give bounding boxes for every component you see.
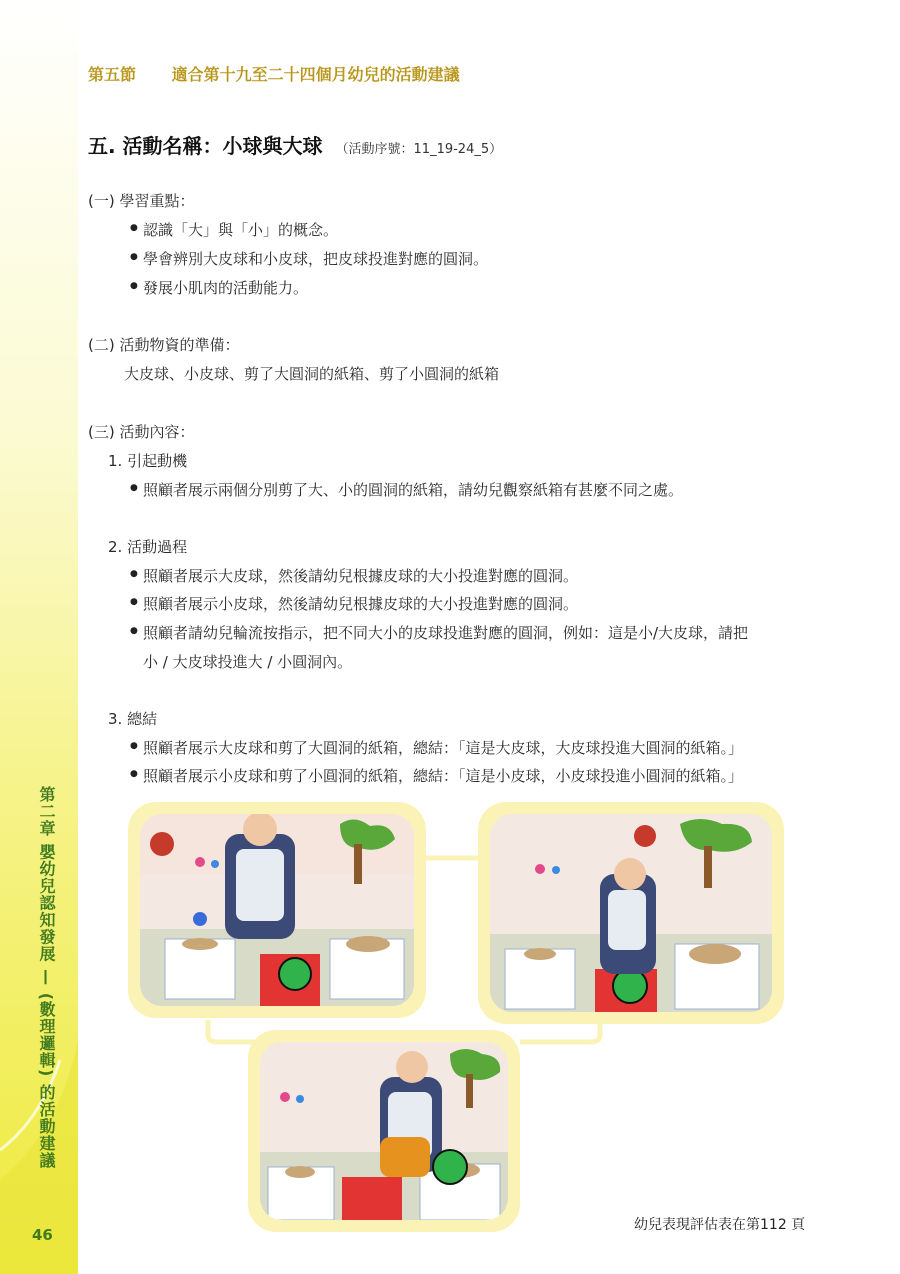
learning-item: ● 學會辨別大皮球和小皮球，把皮球投進對應的圓洞。 [143,248,488,269]
section-title: 適合第十九至二十四個月幼兒的活動建議 [171,65,460,84]
step3-title: 3. 總結 [108,710,158,728]
section-header [88,62,460,85]
activity-photo-2 [478,802,784,1024]
materials-heading: (二) 活動物資的準備： [88,336,240,354]
step3-item: ● 照顧者展示小皮球和剪了小圓洞的紙箱，總結：「這是小皮球，小皮球投進小圓洞的紙箱。」 [143,765,743,786]
assessment-reference-note: 幼兒表現評估表在第112 頁 [634,1217,806,1233]
activity-name: 五. 活動名稱：小球與大球 [88,134,323,158]
page-number: 46 [32,1226,53,1244]
step2-item: ● 照顧者展示大皮球，然後請幼兒根據皮球的大小投進對應的圓洞。 [143,565,578,586]
step1-title: 1. 引起動機 [108,452,188,470]
child-with-boxes-image [260,1042,508,1220]
step1-item: ● 照顧者展示兩個分別剪了大、小的圓洞的紙箱，請幼兒觀察紙箱有甚麼不同之處。 [143,479,683,500]
content-heading: (三) 活動內容： [88,423,195,441]
learning-item: ● 發展小肌肉的活動能力。 [143,277,308,298]
step2-title: 2. 活動過程 [108,538,188,556]
step2-item: ● 照顧者請幼兒輪流按指示，把不同大小的皮球投進對應的圓洞，例如：這是小/大皮球，請把 [143,622,748,643]
learning-heading: (一) 學習重點： [88,192,195,210]
learning-item: ● 認識「大」與「小」的概念。 [143,219,338,240]
step3-item: ● 照顧者展示大皮球和剪了大圓洞的紙箱，總結：「這是大皮球，大皮球投進大圓洞的紙箱。」 [143,737,743,758]
child-with-boxes-image [490,814,772,1012]
section-label: 第五節 [88,65,137,84]
child-with-boxes-image [140,814,414,1006]
activity-code: （活動序號：11_19-24_5） [335,142,503,157]
step2-item-continuation: 小 / 大皮球投進大 / 小圓洞內。 [143,653,353,671]
activity-photo-1 [128,802,426,1018]
step2-item: ● 照顧者展示小皮球，然後請幼兒根據皮球的大小投進對應的圓洞。 [143,593,578,614]
chapter-title: 第二章 嬰幼兒認知發展 — (數理邏輯) 的活動建議 [37,786,56,1169]
materials-text: 大皮球、小皮球、剪了大圓洞的紙箱、剪了小圓洞的紙箱 [124,365,500,383]
activity-title [88,130,502,159]
activity-photo-3 [248,1030,520,1232]
